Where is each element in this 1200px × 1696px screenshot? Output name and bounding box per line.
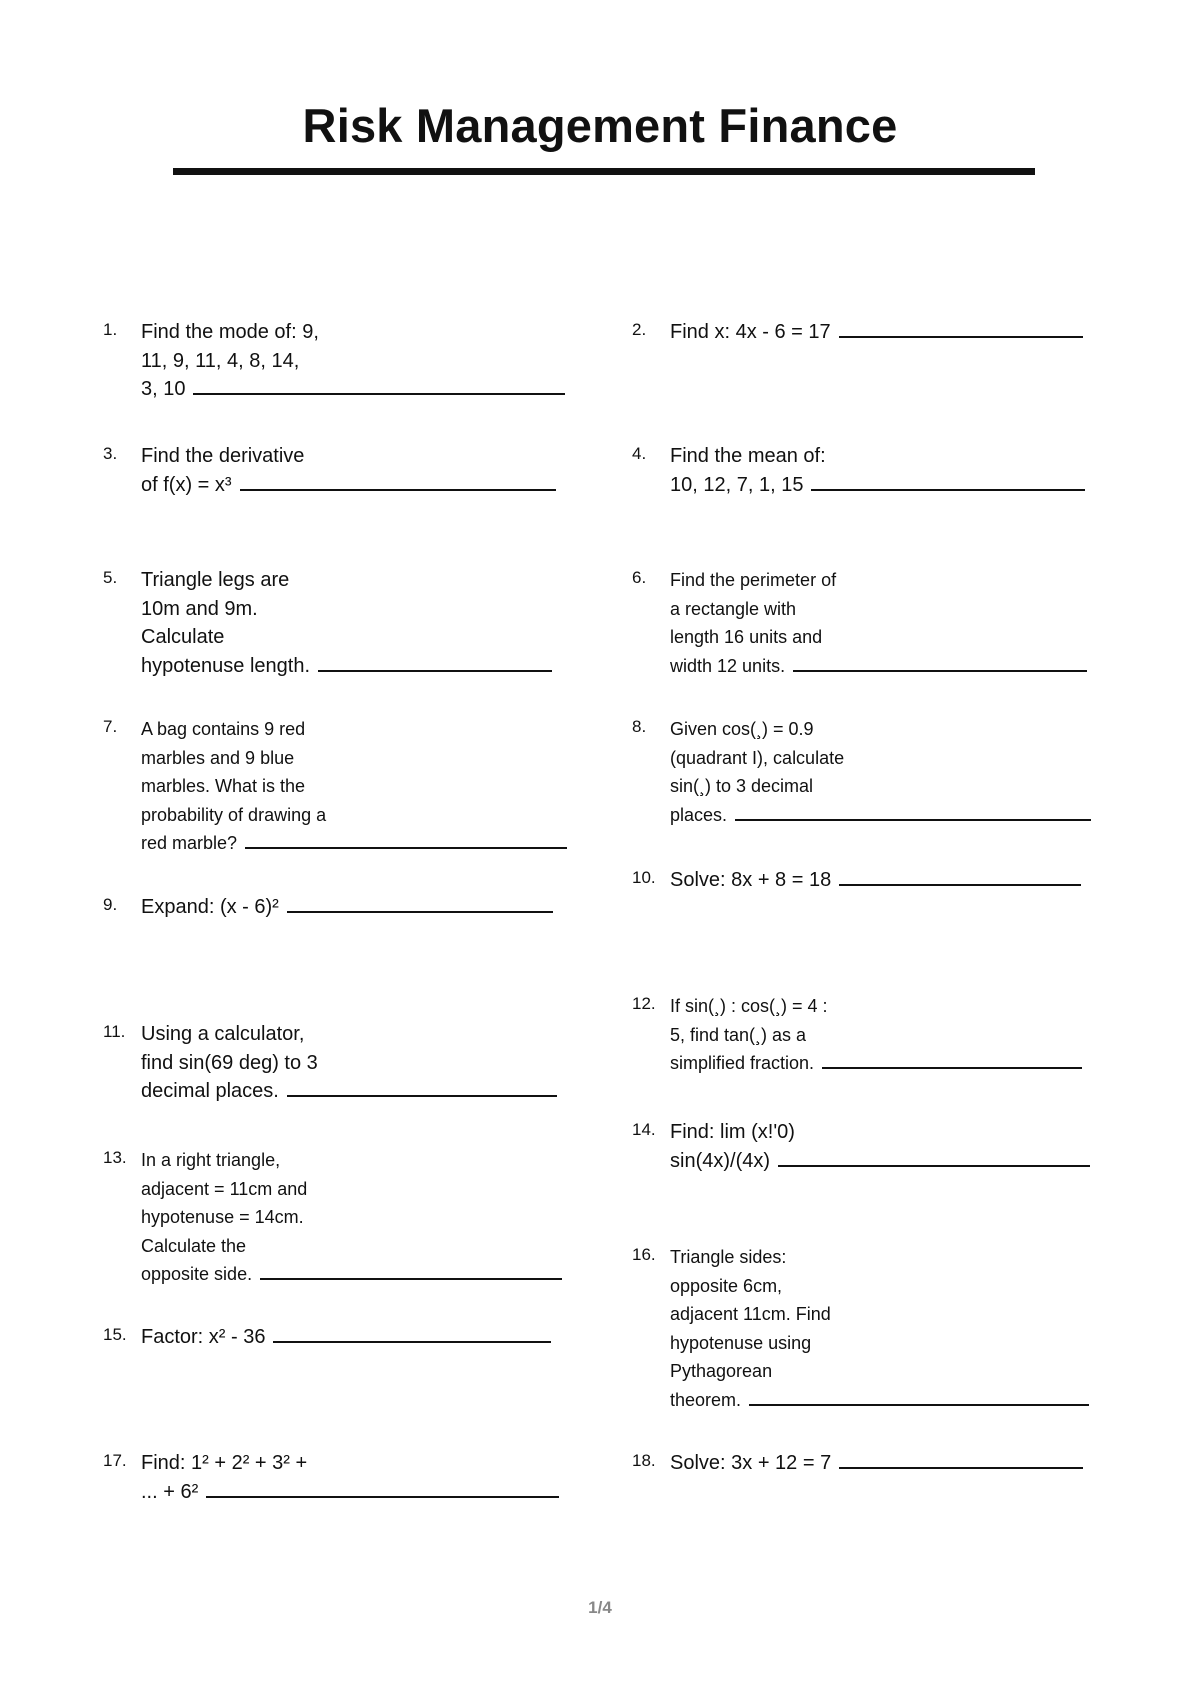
- question-text: Solve: 8x + 8 = 18: [670, 869, 832, 891]
- question-number: 14.: [632, 1120, 656, 1139]
- answer-line[interactable]: [778, 1165, 1090, 1167]
- question-text: 10, 12, 7, 1, 15: [670, 473, 804, 496]
- question-4: [632, 442, 1112, 499]
- answer-line[interactable]: [839, 336, 1083, 338]
- question-text: 10m and 9m.: [141, 597, 258, 620]
- question-text: In a right triangle,: [141, 1150, 281, 1170]
- question-text: Solve: 3x + 12 = 7: [670, 1452, 832, 1474]
- question-number: 8.: [632, 717, 647, 736]
- question-text: width 12 units.: [670, 655, 786, 676]
- answer-line[interactable]: [260, 1278, 562, 1280]
- question-number: 9.: [103, 895, 118, 914]
- title-divider: [173, 168, 1035, 175]
- answer-line[interactable]: [240, 489, 556, 491]
- question-text: Pythagorean: [670, 1361, 773, 1381]
- question-text: Given cos(¸) = 0.9: [670, 719, 814, 739]
- question-text: probability of drawing a: [141, 804, 327, 825]
- answer-line[interactable]: [193, 393, 565, 395]
- question-18: [632, 1449, 1112, 1478]
- answer-line[interactable]: [735, 819, 1091, 821]
- answer-line[interactable]: [839, 884, 1081, 886]
- answer-line[interactable]: [811, 489, 1085, 491]
- question-text: sin(¸) to 3 decimal: [670, 776, 814, 796]
- question-text: 5, find tan(¸) as a: [670, 1024, 807, 1045]
- question-text: Calculate the: [141, 1235, 247, 1256]
- question-text: red marble?: [141, 833, 238, 853]
- question-12: [632, 992, 1112, 1078]
- answer-line[interactable]: [245, 847, 567, 849]
- answer-line[interactable]: [793, 670, 1087, 672]
- question-text: adjacent = 11cm and: [141, 1178, 308, 1199]
- question-9: [103, 893, 583, 922]
- question-text: hypotenuse = 14cm.: [141, 1207, 304, 1227]
- question-11: [103, 1020, 583, 1106]
- question-text: length 16 units and: [670, 627, 823, 647]
- question-text: ... + 6²: [141, 1480, 199, 1503]
- question-text: Using a calculator,: [141, 1023, 305, 1045]
- question-text: 3, 10: [141, 378, 186, 400]
- question-text: find sin(69 deg) to 3: [141, 1051, 318, 1074]
- question-text: Find the mode of: 9,: [141, 321, 319, 343]
- question-number: 17.: [103, 1451, 127, 1470]
- question-text: A bag contains 9 red: [141, 719, 306, 739]
- answer-line[interactable]: [749, 1404, 1089, 1406]
- answer-line[interactable]: [822, 1067, 1082, 1069]
- page-title: Risk Management Finance: [302, 99, 898, 152]
- question-text: Calculate: [141, 626, 225, 648]
- question-number: 5.: [103, 568, 118, 587]
- question-text: adjacent 11cm. Find: [670, 1304, 831, 1324]
- question-text: If sin(¸) : cos(¸) = 4 :: [670, 996, 828, 1016]
- question-13: [103, 1146, 583, 1289]
- question-number: 2.: [632, 320, 647, 339]
- question-text: decimal places.: [141, 1080, 279, 1102]
- question-text: opposite side.: [141, 1264, 253, 1284]
- question-number: 13.: [103, 1148, 127, 1167]
- question-text: 11, 9, 11, 4, 8, 14,: [141, 349, 300, 372]
- answer-line[interactable]: [287, 1095, 557, 1097]
- question-number: 16.: [632, 1245, 656, 1264]
- answer-line[interactable]: [839, 1467, 1083, 1469]
- question-number: 11.: [103, 1022, 126, 1041]
- question-16: [632, 1243, 1112, 1414]
- question-text: Find x: 4x - 6 = 17: [670, 321, 831, 343]
- question-text: of f(x) = x³: [141, 473, 232, 496]
- answer-line[interactable]: [287, 911, 553, 913]
- question-number: 6.: [632, 568, 647, 587]
- question-text: Find: lim (x!'0): [670, 1121, 795, 1143]
- question-text: opposite 6cm,: [670, 1275, 783, 1296]
- question-10: [632, 866, 1112, 895]
- question-text: simplified fraction.: [670, 1053, 815, 1073]
- question-text: Find: 1² + 2² + 3² +: [141, 1452, 308, 1474]
- question-3: [103, 442, 583, 499]
- question-number: 18.: [632, 1451, 656, 1470]
- question-text: Find the mean of:: [670, 445, 826, 467]
- question-17: [103, 1449, 583, 1506]
- question-number: 10.: [632, 868, 656, 887]
- question-text: hypotenuse length.: [141, 654, 311, 677]
- question-number: 12.: [632, 994, 656, 1013]
- answer-line[interactable]: [273, 1341, 551, 1343]
- question-text: Find the perimeter of: [670, 570, 837, 590]
- question-7: [103, 715, 583, 858]
- question-text: Triangle sides:: [670, 1247, 787, 1267]
- question-text: (quadrant I), calculate: [670, 747, 845, 768]
- question-text: theorem.: [670, 1389, 742, 1410]
- question-text: Triangle legs are: [141, 569, 290, 591]
- question-number: 4.: [632, 444, 647, 463]
- question-text: Find the derivative: [141, 445, 305, 467]
- question-number: 1.: [103, 320, 118, 339]
- question-text: a rectangle with: [670, 598, 797, 619]
- question-text: marbles. What is the: [141, 776, 306, 796]
- question-2: [632, 318, 1112, 347]
- answer-line[interactable]: [318, 670, 552, 672]
- question-text: sin(4x)/(4x): [670, 1149, 771, 1172]
- question-15: [103, 1323, 583, 1352]
- question-number: 3.: [103, 444, 118, 463]
- question-5: [103, 566, 583, 680]
- question-text: places.: [670, 804, 728, 825]
- question-number: 7.: [103, 717, 118, 736]
- question-text: Factor: x² - 36: [141, 1326, 266, 1348]
- page-number: 1/4: [588, 1598, 612, 1617]
- question-1: [103, 318, 583, 404]
- answer-line[interactable]: [206, 1496, 559, 1498]
- question-8: [632, 715, 1112, 829]
- question-14: [632, 1118, 1112, 1175]
- question-text: hypotenuse using: [670, 1332, 812, 1353]
- question-text: marbles and 9 blue: [141, 747, 295, 768]
- question-6: [632, 566, 1112, 680]
- question-number: 15.: [103, 1325, 127, 1344]
- question-text: Expand: (x - 6)²: [141, 896, 279, 918]
